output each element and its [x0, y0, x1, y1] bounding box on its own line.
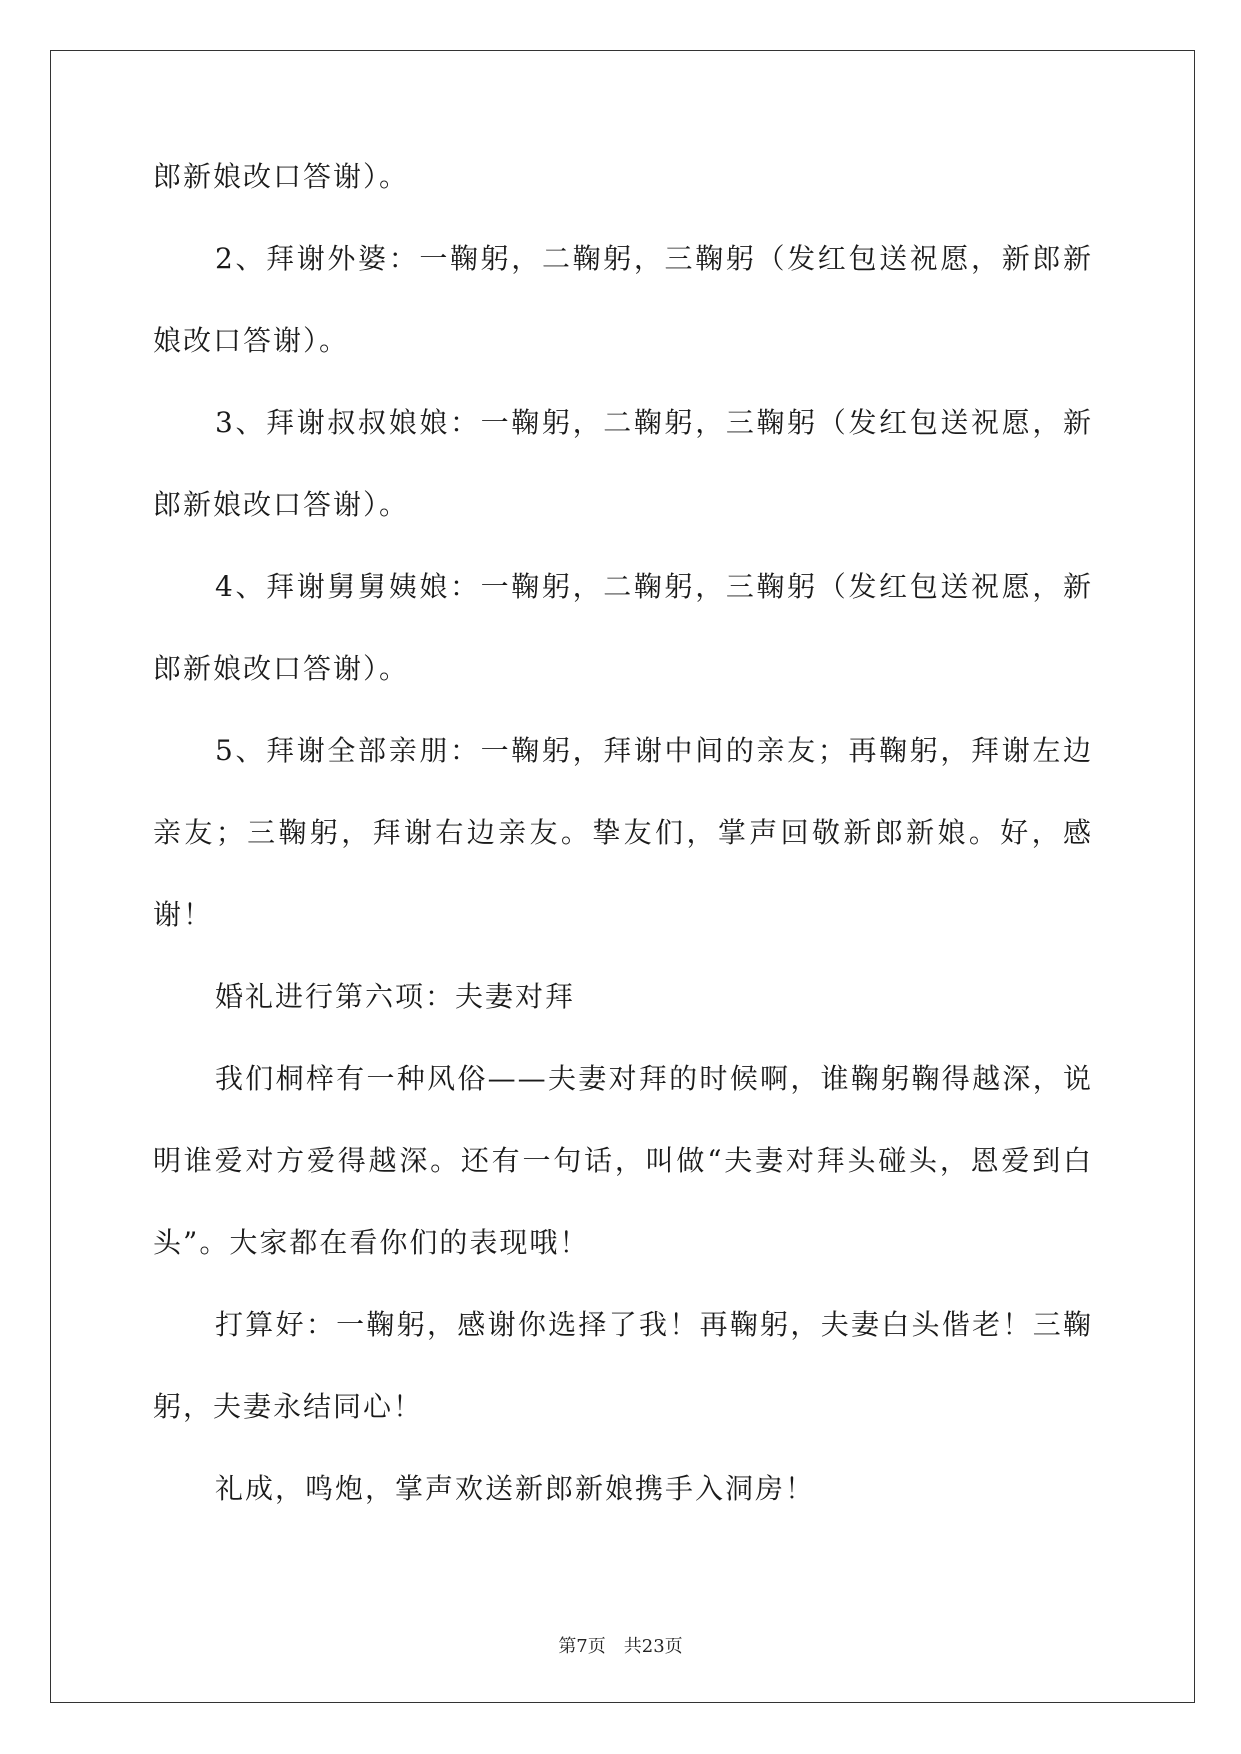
page-number: 第7页: [558, 1636, 606, 1657]
paragraph-6: 我们桐梓有一种风俗——夫妻对拜的时候啊，谁鞠躬鞠得越深，说明谁爱对方爱得越深。还有一句话，叫做“夫妻对拜头碰头，恩爱到白头”。大家都在看你们的表现哦！: [153, 1062, 1093, 1259]
page-total: 共23页: [623, 1636, 683, 1657]
paragraph-8: 礼成，鸣炮，掌声欢送新郎新娘携手入洞房！: [215, 1472, 816, 1505]
paragraph-7: 打算好：一鞠躬，感谢你选择了我！再鞠躬，夫妻白头偕老！三鞠躬，夫妻永结同心！: [153, 1308, 1093, 1423]
paragraph-3: 3、拜谢叔叔娘娘：一鞠躬，二鞠躬，三鞠躬（发红包送祝愿，新郎新娘改口答谢）。: [153, 406, 1093, 521]
page-footer: [0, 1632, 1241, 1658]
paragraph-4: 4、拜谢舅舅姨娘：一鞠躬，二鞠躬，三鞠躬（发红包送祝愿，新郎新娘改口答谢）。: [153, 570, 1093, 685]
paragraph-5: 5、拜谢全部亲朋：一鞠躬，拜谢中间的亲友；再鞠躬，拜谢左边亲友；三鞠躬，拜谢右边亲友。挚友们，掌声回敬新郎新娘。好，感谢！: [153, 734, 1093, 931]
paragraph-1: 郎新娘改口答谢）。: [153, 160, 410, 193]
section-heading: 婚礼进行第六项：夫妻对拜: [215, 980, 576, 1013]
paragraph-2: 2、拜谢外婆：一鞠躬，二鞠躬，三鞠躬（发红包送祝愿，新郎新娘改口答谢）。: [153, 242, 1093, 357]
document-body: [153, 160, 1093, 1530]
